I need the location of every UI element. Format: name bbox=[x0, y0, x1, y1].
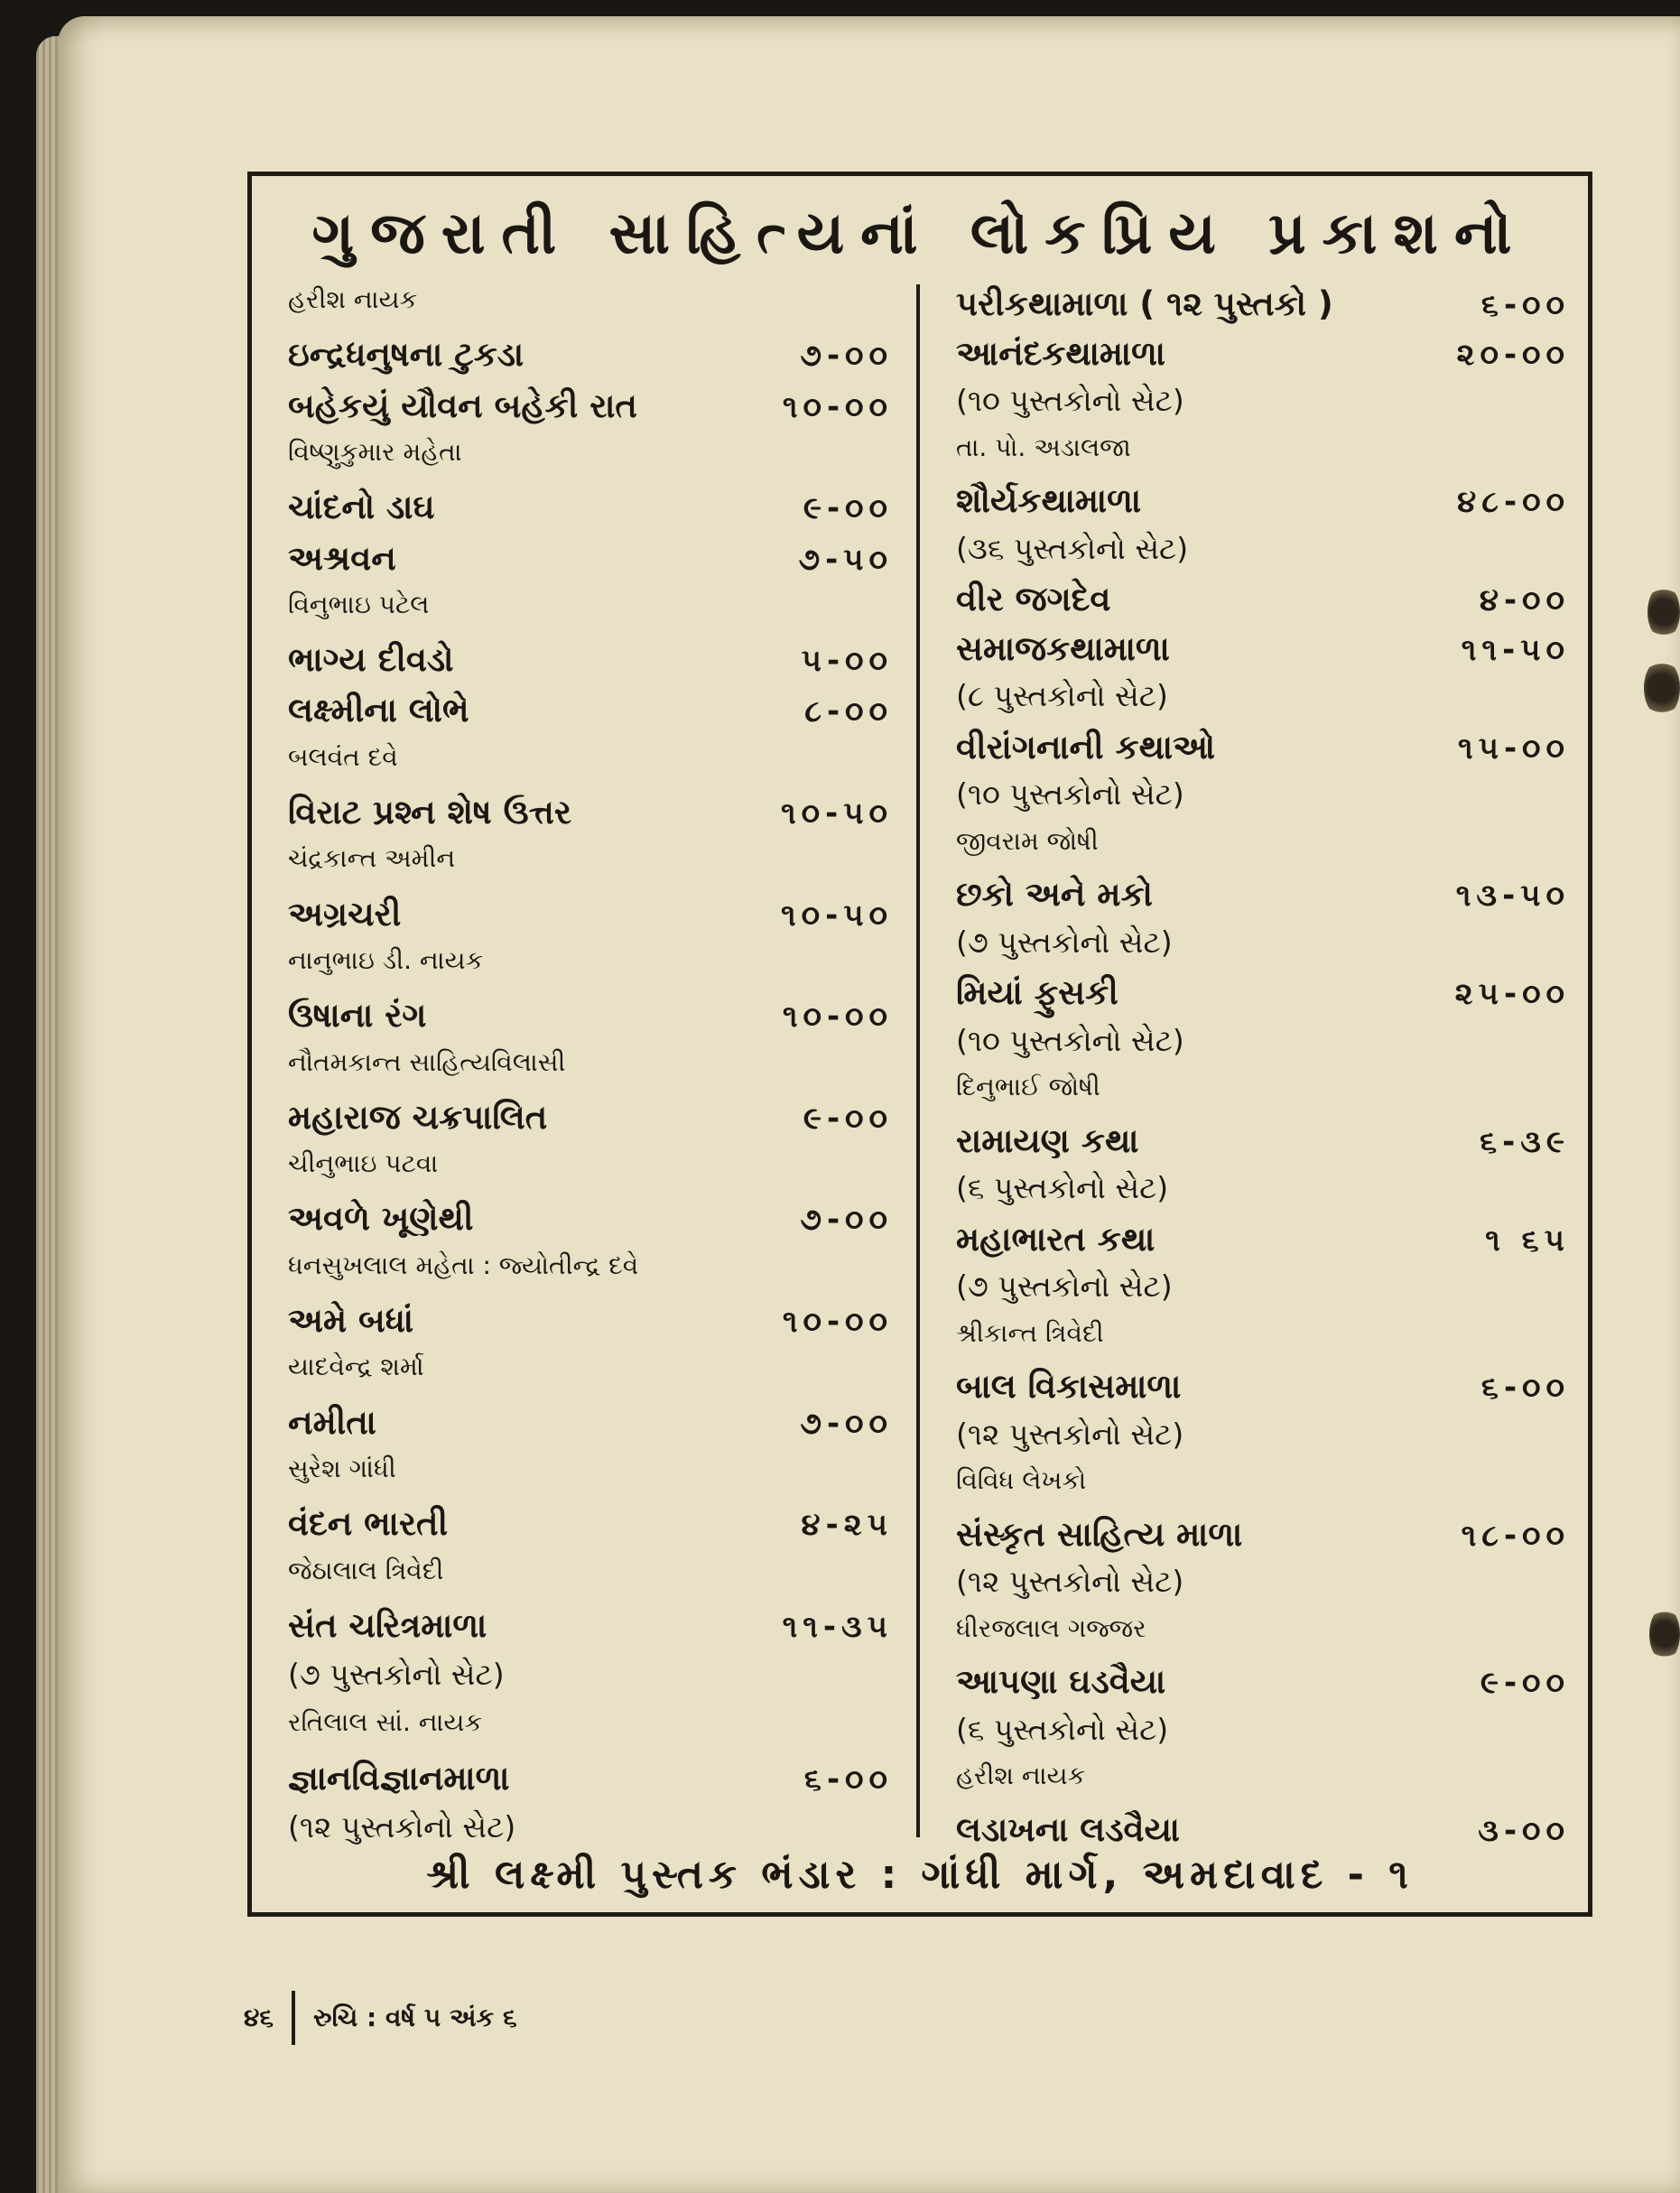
book-entry bbox=[956, 875, 1570, 915]
book-price: ૧૦-૫૦ bbox=[780, 795, 893, 832]
author-name bbox=[956, 826, 1570, 857]
book-entry bbox=[956, 580, 1570, 619]
book-entry bbox=[288, 386, 893, 426]
note-text: (૭ પુસ્તકોનો સેટ) bbox=[956, 1268, 1173, 1304]
author-name bbox=[288, 1454, 893, 1484]
book-text: આપણા ઘડવૈયા bbox=[956, 1662, 1166, 1701]
author-text: ચીનુભાઇ પટવા bbox=[288, 1148, 439, 1179]
author-text: વિષ્ણુકુમાર મહેતા bbox=[288, 436, 462, 467]
book-entry bbox=[956, 1662, 1570, 1702]
author-text: ધનસુખલાલ મહેતા : જ્યોતીન્દ્ર દવે bbox=[288, 1250, 639, 1280]
book-entry bbox=[288, 895, 893, 934]
book-text: મહારાજ ચક્રપાલિત bbox=[288, 1097, 548, 1137]
book-text: સમાજકથામાળા bbox=[956, 628, 1170, 668]
book-price: ૨૫-૦૦ bbox=[1454, 976, 1570, 1012]
author-name bbox=[288, 843, 893, 874]
book-text: અવળે ખૂણેથી bbox=[288, 1199, 474, 1239]
magazine-issue: રુચિ : વર્ષ ૫ અંક ૬ bbox=[313, 2003, 517, 2032]
note-text: (૧૨ પુસ્તકોનો સેટ) bbox=[956, 1564, 1184, 1599]
book-price: ૧૩-૫૦ bbox=[1455, 878, 1570, 914]
set-note bbox=[956, 1023, 1570, 1059]
author-text: ચંદ્રકાન્ત અમીન bbox=[288, 843, 456, 874]
book-entry bbox=[288, 793, 893, 832]
book-entry bbox=[288, 1606, 893, 1646]
book-entry bbox=[288, 996, 893, 1036]
author-name bbox=[288, 1047, 893, 1078]
author-name bbox=[956, 432, 1570, 463]
book-text: ઉષાના રંગ bbox=[288, 996, 427, 1036]
book-text: અગ્રચરી bbox=[288, 894, 402, 934]
author-text: વિવિધ લેખકો bbox=[956, 1465, 1087, 1495]
book-text: અશ્રવન bbox=[288, 538, 396, 578]
book-entry bbox=[956, 728, 1570, 767]
book-price: ૪-૦૦ bbox=[1479, 582, 1570, 618]
book-text: ચાંદનો ડાઘ bbox=[288, 488, 435, 527]
author-text: ધીરજલાલ ગજ્જર bbox=[956, 1612, 1146, 1643]
author-text: હરીશ નાયક bbox=[956, 1761, 1086, 1790]
note-text: (૧૦ પુસ્તકોનો સેટ) bbox=[956, 776, 1184, 812]
author-name bbox=[288, 1556, 893, 1586]
set-note bbox=[956, 1417, 1570, 1453]
book-text: શૌર્યકથામાળા bbox=[956, 481, 1142, 520]
book-text: ભાગ્ય દીવડો bbox=[288, 640, 454, 680]
author-text: જેઠાલાલ ત્રિવેદી bbox=[288, 1555, 444, 1585]
author-name bbox=[956, 1465, 1570, 1496]
footer-separator bbox=[292, 1991, 295, 2045]
set-note bbox=[956, 678, 1570, 714]
book-entry bbox=[288, 1504, 893, 1544]
author-text: સુરેશ ગાંધી bbox=[288, 1453, 396, 1483]
book-price: ૧૧-૩૫ bbox=[782, 1608, 893, 1645]
author-text: યાદવેન્દ્ર શર્મા bbox=[288, 1352, 424, 1382]
note-text: (૬ પુસ્તકોનો સેટ) bbox=[956, 1711, 1169, 1747]
book-text: અમે બધાં bbox=[288, 1301, 414, 1340]
set-note bbox=[956, 1268, 1570, 1305]
note-text: (૧૦ પુસ્તકોનો સેટ) bbox=[956, 1022, 1184, 1058]
author-name bbox=[288, 284, 893, 315]
book-price: ૪૮-૦૦ bbox=[1457, 484, 1570, 520]
book-price: ૨૦-૦૦ bbox=[1456, 336, 1570, 373]
book-text: છકો અને મકો bbox=[956, 875, 1153, 914]
book-text: મહાભારત કથા bbox=[956, 1219, 1156, 1259]
book-price: ૧ ૬૫ bbox=[1485, 1222, 1570, 1259]
note-text: (૭ પુસ્તકોનો સેટ) bbox=[288, 1657, 505, 1693]
book-entry bbox=[956, 1367, 1570, 1407]
book-text: જ્ઞાનવિજ્ઞાનમાળા bbox=[288, 1758, 510, 1798]
note-text: (૬ પુસ્તકોનો સેટ) bbox=[956, 1170, 1169, 1205]
book-entry bbox=[288, 1098, 893, 1138]
author-text: બલવંત દવે bbox=[288, 741, 398, 772]
author-text: નૌતમકાન્ત સાહિત્યવિલાસી bbox=[288, 1046, 566, 1077]
book-price: ૩-૦૦ bbox=[1478, 1812, 1570, 1849]
book-price: ૬-૦૦ bbox=[1480, 1370, 1570, 1406]
publisher-footer: શ્રી લક્ષ્મી પુસ્તક ભંડાર : ગાંધી માર્ગ, અમદાવાદ - ૧ bbox=[426, 1852, 1414, 1898]
author-name bbox=[288, 1148, 893, 1179]
set-note bbox=[956, 1712, 1570, 1748]
book-text: સંત ચરિત્રમાળા bbox=[288, 1605, 487, 1645]
book-entry bbox=[956, 1121, 1570, 1161]
book-entry bbox=[288, 1301, 893, 1341]
book-text: નમીતા bbox=[288, 1402, 376, 1442]
book-text: રામાયણ કથા bbox=[956, 1120, 1139, 1160]
author-name bbox=[956, 1613, 1570, 1644]
book-price: ૧૮-૦૦ bbox=[1461, 1517, 1570, 1554]
book-entry bbox=[956, 284, 1570, 324]
book-text: બાલ વિકાસમાળા bbox=[956, 1367, 1182, 1406]
author-text: નાનુભાઇ ડી. નાયક bbox=[288, 944, 484, 975]
book-entry bbox=[956, 973, 1570, 1013]
author-text: શ્રીકાન્ત ત્રિવેદી bbox=[956, 1317, 1104, 1348]
book-text: વિરાટ પ્રશ્ન શેષ ઉત્તર bbox=[288, 793, 571, 832]
author-name bbox=[956, 1318, 1570, 1349]
book-entry bbox=[956, 1515, 1570, 1555]
book-price: ૧૦-૦૦ bbox=[782, 999, 893, 1036]
book-text: બહેકયું યૌવન બહેકી રાત bbox=[288, 386, 637, 425]
book-price: ૮-૦૦ bbox=[804, 693, 893, 730]
page-title: ગુજરાતી સાહિત્યનાં લોકપ્રિય પ્રકાશનો bbox=[311, 200, 1528, 267]
note-text: (૧૨ પુસ્તકોનો સેટ) bbox=[288, 1809, 516, 1845]
book-text: લક્ષ્મીના લોભે bbox=[288, 691, 469, 730]
book-entry bbox=[288, 1759, 893, 1798]
set-note bbox=[956, 776, 1570, 813]
set-note bbox=[956, 1564, 1570, 1600]
book-price: ૬-૦૦ bbox=[803, 1761, 893, 1798]
book-price: ૧૫-૦૦ bbox=[1457, 729, 1570, 767]
set-note bbox=[956, 531, 1570, 567]
book-text: ઇન્દ્રધનુષના ટુકડા bbox=[288, 335, 524, 375]
book-price: ૯-૦૦ bbox=[803, 490, 893, 527]
book-entry bbox=[956, 629, 1570, 669]
note-text: (૩૬ પુસ્તકોનો સેટ) bbox=[956, 530, 1189, 566]
book-price: ૯-૦૦ bbox=[1480, 1665, 1570, 1701]
book-text: વીર જગદેવ bbox=[956, 580, 1111, 618]
binding-hole-2 bbox=[1644, 659, 1680, 717]
book-price: ૬-૩૯ bbox=[1480, 1123, 1570, 1160]
book-price: ૫-૦૦ bbox=[801, 643, 893, 680]
binding-hole-1 bbox=[1648, 585, 1680, 639]
book-entry bbox=[956, 1220, 1570, 1259]
book-entry bbox=[956, 334, 1570, 374]
book-price: ૭-૫૦ bbox=[798, 541, 893, 578]
author-name bbox=[288, 1707, 893, 1738]
book-text: પરીકથામાળા ( ૧૨ પુસ્તકો ) bbox=[956, 284, 1333, 323]
book-price: ૬-૦૦ bbox=[1480, 287, 1570, 323]
book-text: સંસ્કૃત સાહિત્ય માળા bbox=[956, 1514, 1243, 1554]
author-text: તા. પો. અડાલજા bbox=[956, 432, 1131, 462]
book-text: લડાખના લડવૈયા bbox=[956, 1809, 1180, 1849]
book-entry bbox=[288, 1199, 893, 1239]
book-entry bbox=[288, 539, 893, 579]
page-footer bbox=[244, 1991, 517, 2045]
note-text: (૮ પુસ્તકોનો સેટ) bbox=[956, 678, 1168, 713]
book-text: વંદન ભારતી bbox=[288, 1504, 449, 1544]
note-text: (૧૦ પુસ્તકોનો સેટ) bbox=[956, 383, 1184, 418]
note-text: (૭ પુસ્તકોનો સેટ) bbox=[956, 924, 1173, 960]
author-text: હરીશ નાયક bbox=[288, 284, 418, 314]
book-price: ૭-૦૦ bbox=[800, 1202, 893, 1239]
book-price: ૪-૨૫ bbox=[801, 1507, 893, 1544]
author-name bbox=[288, 590, 893, 620]
author-name bbox=[288, 1352, 893, 1382]
author-name bbox=[288, 945, 893, 976]
book-entry bbox=[288, 1403, 893, 1443]
set-note bbox=[956, 925, 1570, 961]
book-price: ૭-૦૦ bbox=[800, 338, 893, 375]
set-note bbox=[288, 1657, 893, 1693]
set-note bbox=[956, 383, 1570, 419]
note-text: (૧૨ પુસ્તકોનો સેટ) bbox=[956, 1416, 1184, 1452]
author-text: વિનુભાઇ પટેલ bbox=[288, 589, 430, 619]
book-entry bbox=[288, 691, 893, 730]
author-name bbox=[956, 1072, 1570, 1102]
book-text: વીરાંગનાની કથાઓ bbox=[956, 727, 1216, 767]
column-divider bbox=[916, 284, 920, 1837]
book-price: ૧૦-૫૦ bbox=[780, 897, 893, 934]
set-note bbox=[956, 1170, 1570, 1206]
book-entry bbox=[288, 640, 893, 680]
book-price: ૧૦-૦૦ bbox=[782, 388, 893, 425]
book-price: ૧૧-૫૦ bbox=[1461, 631, 1570, 668]
book-price: ૭-૦૦ bbox=[800, 1405, 893, 1442]
book-entry bbox=[956, 481, 1570, 521]
book-entry bbox=[288, 335, 893, 375]
book-text: આનંદકથામાળા bbox=[956, 333, 1165, 373]
author-text: જીવરામ જોષી bbox=[956, 825, 1099, 856]
book-price: ૧૦-૦૦ bbox=[782, 1304, 893, 1340]
author-name bbox=[288, 742, 893, 773]
book-entry bbox=[288, 488, 893, 527]
binding-hole-3 bbox=[1649, 1607, 1680, 1661]
author-name bbox=[288, 437, 893, 468]
author-name bbox=[288, 1250, 893, 1281]
advertisement-frame bbox=[247, 172, 1592, 1917]
page-number: ૪૬ bbox=[244, 2003, 274, 2032]
book-price: ૯-૦૦ bbox=[803, 1100, 893, 1137]
author-name bbox=[956, 1761, 1570, 1791]
author-text: રતિલાલ સાં. નાયક bbox=[288, 1707, 483, 1738]
author-text: દિનુભાઈ જોષી bbox=[956, 1072, 1100, 1101]
book-text: મિયાં ફુસકી bbox=[956, 973, 1118, 1012]
